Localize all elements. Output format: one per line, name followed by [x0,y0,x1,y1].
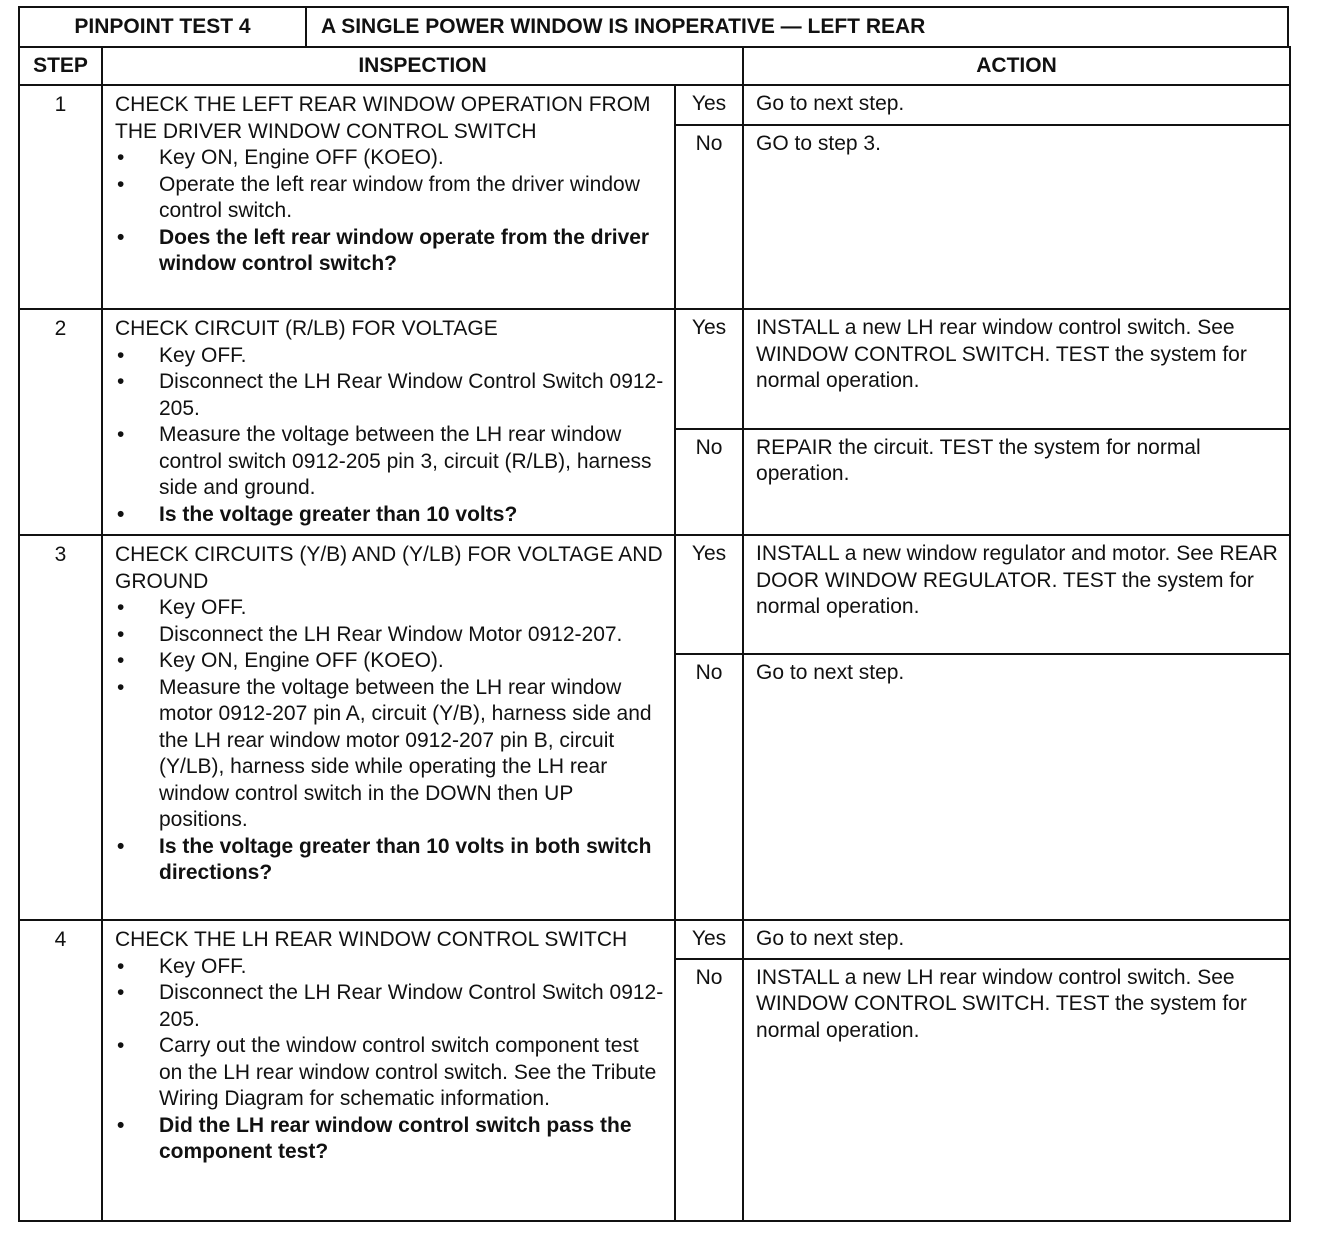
inspection-bullet: • Carry out the window control switch component test on the LH rear window control switch. See the Tribute Wiring Diagram for schematic information. [115,1033,664,1113]
inspection-cell [102,920,675,1221]
col-step-header: STEP [19,47,102,85]
step-number: 4 [19,920,102,1221]
inspection-bullet: • Key ON, Engine OFF (KOEO). [115,145,664,172]
inspection-bullet: • Measure the voltage between the LH rear window motor 0912-207 pin A, circuit (Y/B), harness side and the LH rear window motor 0912-207 pin B, circuit (Y/LB), harness side while operating the LH rear window control switch in the DOWN then UP positions. [115,675,664,834]
action-yes: Go to next step. [743,85,1290,125]
test-label: PINPOINT TEST 4 [20,8,307,46]
step-number: 2 [19,309,102,535]
action-yes: Go to next step. [743,920,1290,959]
response-no: No [675,959,743,1221]
step-number: 3 [19,535,102,920]
inspection-bullet: • Disconnect the LH Rear Window Control Switch 0912-205. [115,369,664,422]
inspection-list [115,145,664,278]
inspection-bullet: • Key OFF. [115,343,664,370]
inspection-question: • Did the LH rear window control switch pass the component test? [115,1113,664,1166]
inspection-bullet: • Disconnect the LH Rear Window Motor 0912-207. [115,622,664,649]
response-no: No [675,429,743,535]
inspection-bullet: • Measure the voltage between the LH rear window control switch 0912-205 pin 3, circuit (R/LB), harness side and ground. [115,422,664,502]
inspection-list [115,954,664,1166]
inspection-question: • Is the voltage greater than 10 volts in both switch directions? [115,834,664,887]
response-yes: Yes [675,535,743,654]
step-title: CHECK CIRCUITS (Y/B) AND (Y/LB) FOR VOLTAGE AND GROUND [115,543,663,593]
step-row [19,535,1290,654]
response-yes: Yes [675,85,743,125]
step-row [19,309,1290,429]
step-title: CHECK THE LEFT REAR WINDOW OPERATION FROM THE DRIVER WINDOW CONTROL SWITCH [115,93,651,143]
action-yes: INSTALL a new window regulator and motor. See REAR DOOR WINDOW REGULATOR. TEST the system for normal operation. [743,535,1290,654]
inspection-list [115,343,664,529]
inspection-bullet: • Disconnect the LH Rear Window Control Switch 0912-205. [115,980,664,1033]
action-no: Go to next step. [743,654,1290,920]
step-row [19,85,1290,125]
step-title: CHECK THE LH REAR WINDOW CONTROL SWITCH [115,928,628,951]
step-number: 1 [19,85,102,309]
action-yes: INSTALL a new LH rear window control switch. See WINDOW CONTROL SWITCH. TEST the system for normal operation. [743,309,1290,429]
test-header [18,6,1289,46]
step-title: CHECK CIRCUIT (R/LB) FOR VOLTAGE [115,317,498,340]
inspection-bullet: • Key ON, Engine OFF (KOEO). [115,648,664,675]
action-no: REPAIR the circuit. TEST the system for normal operation. [743,429,1290,535]
response-no: No [675,125,743,309]
action-no: GO to step 3. [743,125,1290,309]
response-yes: Yes [675,309,743,429]
test-title: A SINGLE POWER WINDOW IS INOPERATIVE — LEFT REAR [321,15,926,38]
pinpoint-table [18,46,1291,1222]
inspection-bullet: • Key OFF. [115,595,664,622]
inspection-question: • Does the left rear window operate from the driver window control switch? [115,225,664,278]
response-yes: Yes [675,920,743,959]
inspection-bullet: • Key OFF. [115,954,664,981]
pinpoint-test-sheet [18,6,1289,1222]
inspection-cell [102,85,675,309]
step-row [19,920,1290,959]
inspection-cell [102,535,675,920]
inspection-bullet: • Operate the left rear window from the driver window control switch. [115,172,664,225]
col-action-header: ACTION [743,47,1290,85]
response-no: No [675,654,743,920]
action-no: INSTALL a new LH rear window control switch. See WINDOW CONTROL SWITCH. TEST the system for normal operation. [743,959,1290,1221]
column-header-row [19,47,1290,85]
inspection-list [115,595,664,887]
inspection-cell [102,309,675,535]
col-inspection-header: INSPECTION [102,47,743,85]
inspection-question: • Is the voltage greater than 10 volts? [115,502,664,529]
